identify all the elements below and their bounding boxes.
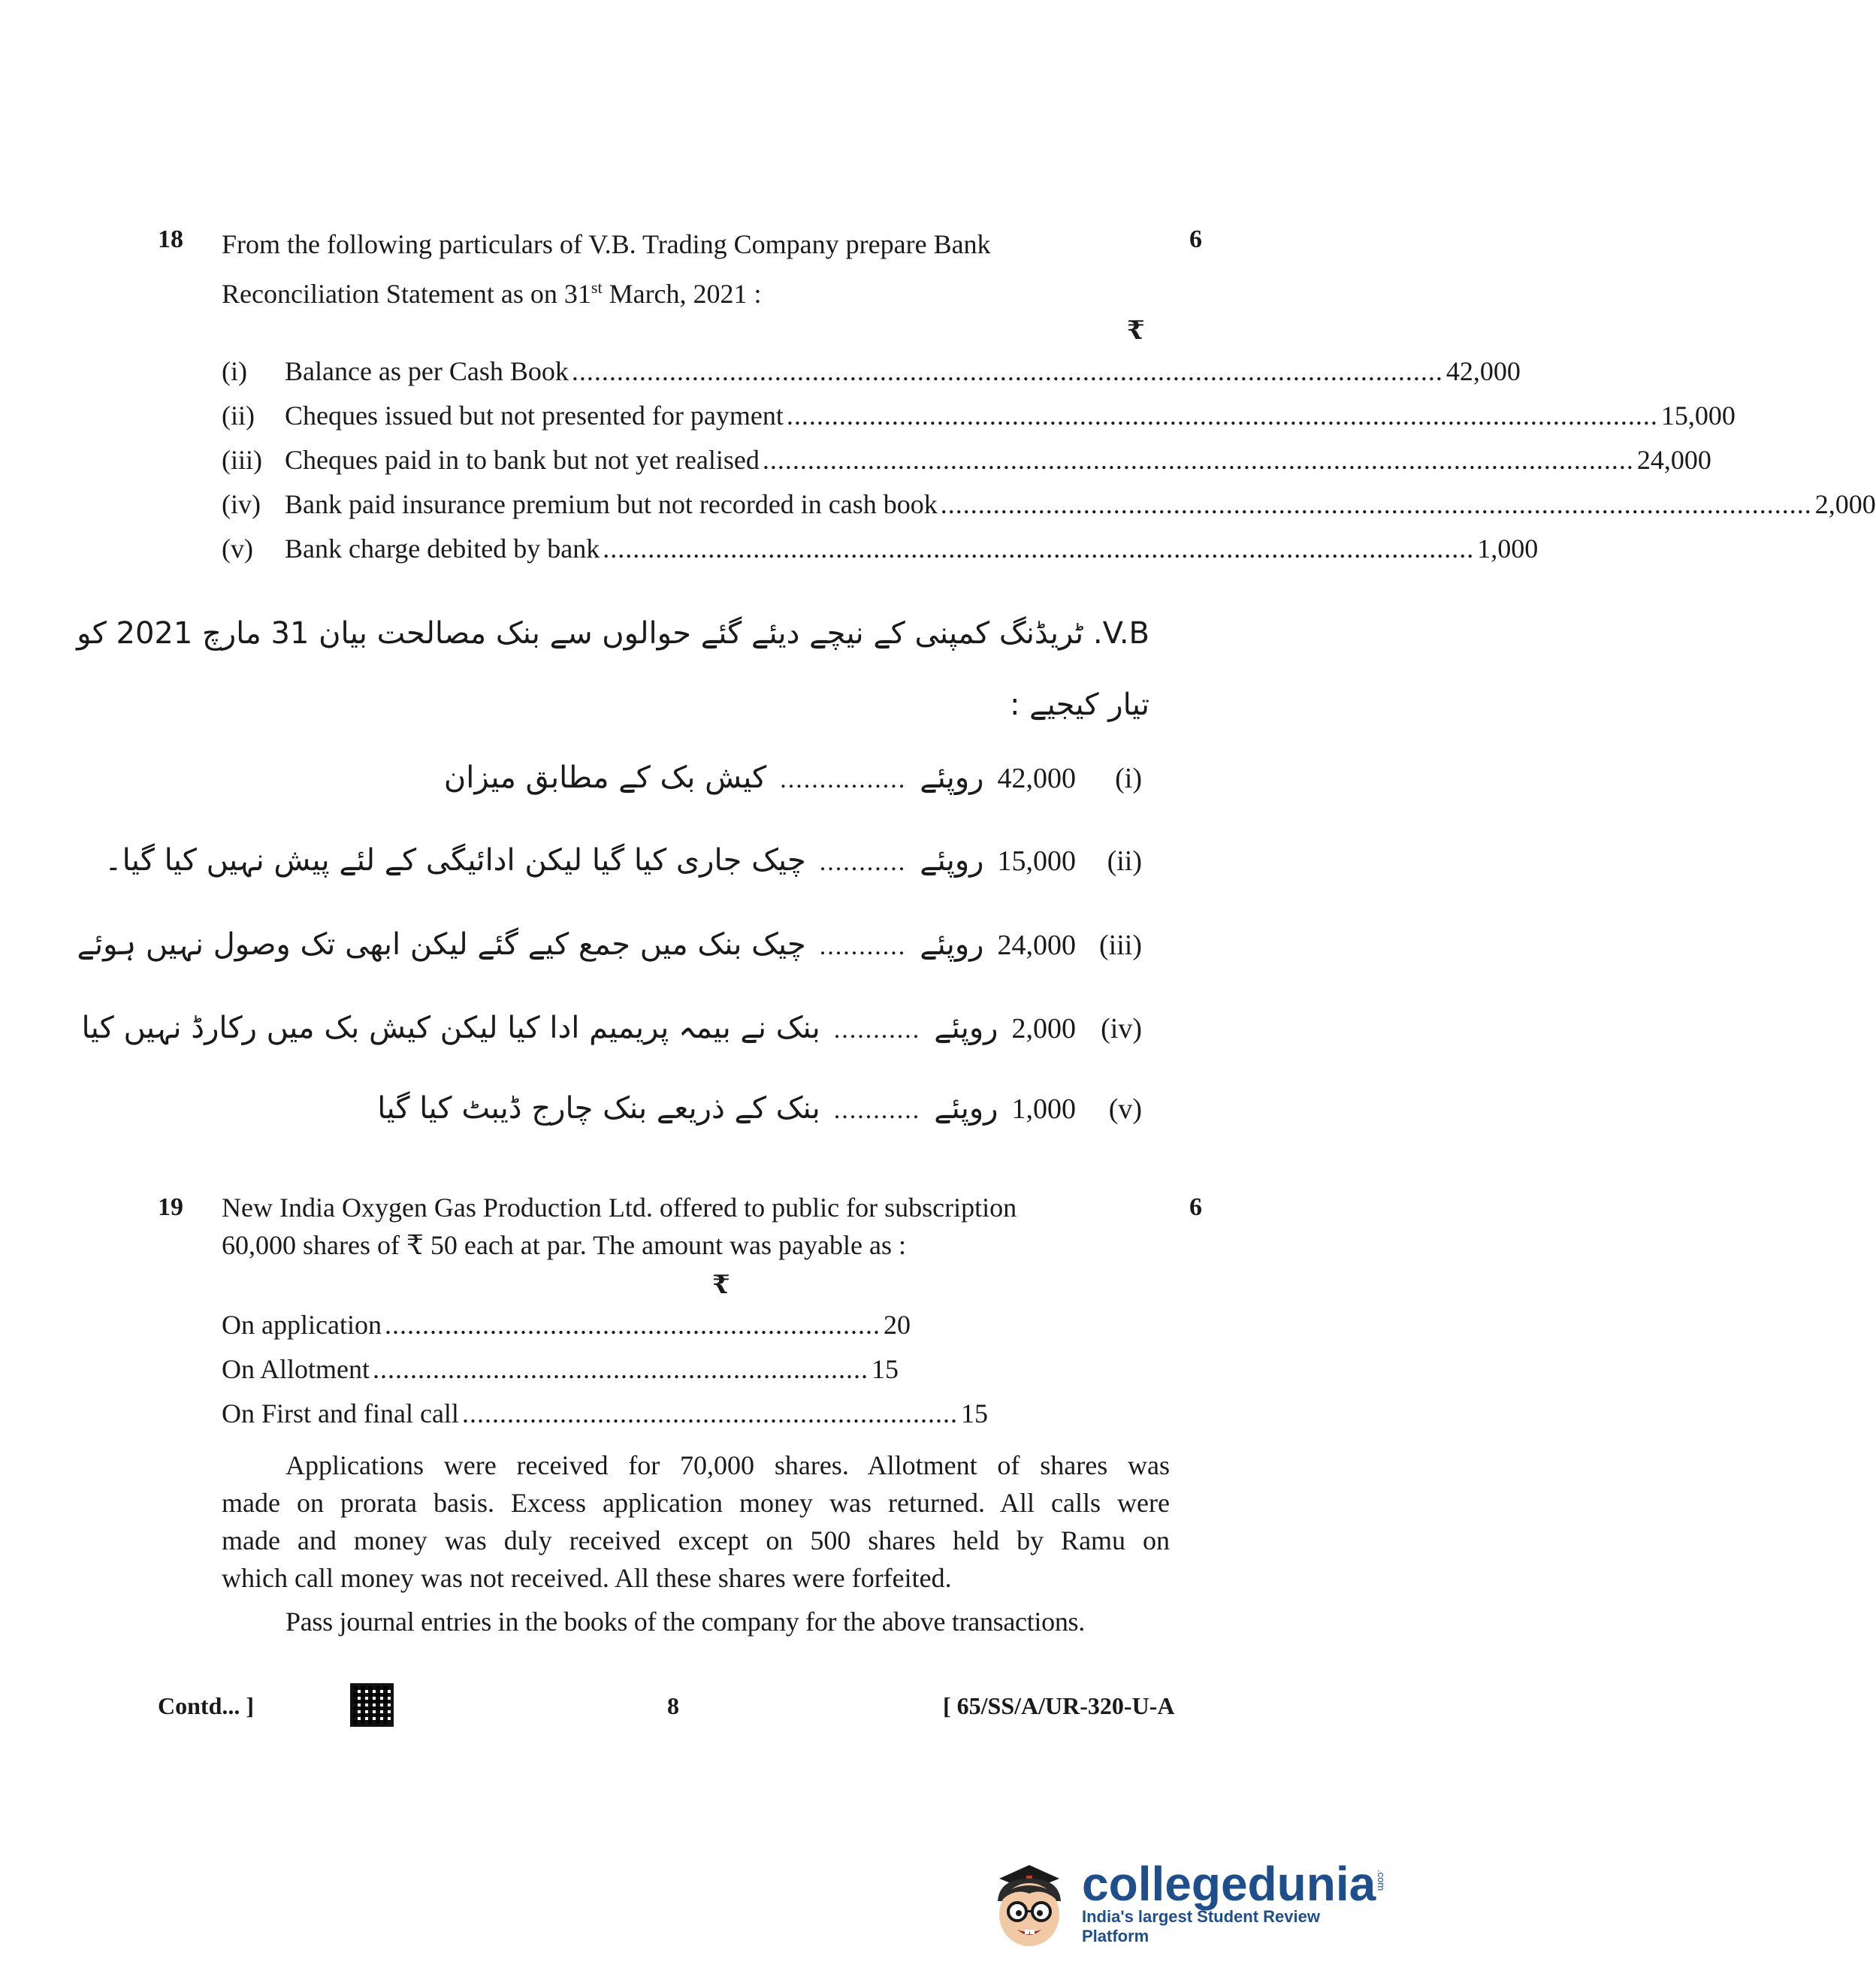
list-item bbox=[222, 355, 1521, 399]
item-number: (iii) bbox=[1099, 930, 1142, 961]
item-text: Cheques paid in to bank but not yet realised bbox=[285, 445, 760, 475]
item-text: Balance as per Cash Book bbox=[285, 356, 569, 386]
urdu-list-item bbox=[77, 927, 1142, 962]
logo-suffix: .com bbox=[1376, 1870, 1388, 1891]
urdu-intro-line: V.B. ٹریڈنگ کمپنی کے نیچے دیئے گئے حوالوں سے بنک مصالحت بیان 31 مارچ 2021 کو bbox=[77, 616, 1149, 651]
item-text: Cheques issued but not presented for payment bbox=[285, 401, 784, 431]
question-text bbox=[222, 222, 1168, 316]
page-number: 8 bbox=[667, 1692, 679, 1719]
question-line: 60,000 shares of ₹ 50 each at par. The amount was payable as : bbox=[222, 1230, 906, 1260]
logo-tagline: India's largest Student Review Platform bbox=[1082, 1907, 1320, 1945]
urdu-item-text: چیک بنک میں جمع کیے گئے لیکن ابھی تک وصول نہیں ہوئے bbox=[77, 927, 806, 962]
item-number: (iv) bbox=[222, 489, 261, 519]
dot-leader: .................................................................................................................... bbox=[762, 445, 1634, 475]
urdu-item-text: چیک جاری کیا گیا لیکن ادائیگی کے لئے پیش نہیں کیا گیا۔ bbox=[104, 843, 806, 878]
paragraph-line: which call money was not received. All these shares were forfeited. bbox=[222, 1563, 952, 1593]
dot-leader: ................ bbox=[780, 766, 907, 794]
item-amount: 15,000 bbox=[997, 845, 1076, 877]
urdu-list-item bbox=[377, 1091, 1142, 1126]
urdu-intro-line: تیار کیجیے : bbox=[1009, 688, 1149, 722]
dot-leader: .................................................................................................................... bbox=[786, 401, 1658, 431]
item-amount: 1,000 bbox=[1477, 534, 1539, 564]
paragraph-line: Pass journal entries in the books of the company for the above transactions. bbox=[285, 1607, 1085, 1637]
question-line: New India Oxygen Gas Production Ltd. offered to public for subscription bbox=[222, 1193, 1017, 1223]
list-item bbox=[222, 400, 1736, 443]
question-number: 19 bbox=[158, 1193, 183, 1221]
item-amount: 1,000 bbox=[1011, 1093, 1076, 1125]
question-marks: 6 bbox=[1189, 1193, 1202, 1221]
question-number: 18 bbox=[158, 225, 183, 253]
urdu-list-item bbox=[104, 843, 1142, 878]
logo-text bbox=[1082, 1856, 1387, 1946]
collegedunia-logo bbox=[984, 1849, 1387, 1954]
footer-contd: Contd... ] bbox=[158, 1692, 255, 1719]
item-number: (ii) bbox=[222, 401, 255, 431]
mascot-icon bbox=[984, 1849, 1074, 1954]
list-item bbox=[222, 533, 1539, 576]
item-text: On application bbox=[222, 1310, 382, 1340]
currency-symbol: ₹ bbox=[712, 1271, 730, 1299]
item-number: (iv) bbox=[1101, 1013, 1142, 1044]
item-amount: 24,000 bbox=[997, 930, 1076, 961]
text-span: Reconciliation Statement as on 31 bbox=[222, 279, 591, 309]
dot-leader: ........... bbox=[833, 1096, 921, 1124]
dot-leader: .................................................................................................................... bbox=[940, 489, 1812, 519]
item-amount: 24,000 bbox=[1636, 445, 1711, 475]
urdu-unit: روپئے bbox=[920, 760, 984, 795]
urdu-item-text: بنک کے ذریعے بنک چارج ڈیبٹ کیا گیا bbox=[377, 1091, 820, 1126]
question-line bbox=[222, 266, 1168, 316]
list-item bbox=[222, 488, 1876, 532]
item-amount: 2,000 bbox=[1011, 1013, 1076, 1044]
paragraph-line: Applications were received for 70,000 shares. Allotment of shares was bbox=[285, 1450, 1170, 1480]
paper-code: [ 65/SS/A/UR-320-U-A bbox=[943, 1692, 1175, 1719]
urdu-list-item bbox=[444, 760, 1142, 795]
paragraph-line: made on prorata basis. Excess application money was returned. All calls were bbox=[222, 1488, 1170, 1518]
dot-leader: .................................................................................................................... bbox=[603, 534, 1475, 564]
question-marks: 6 bbox=[1189, 225, 1202, 253]
question-text bbox=[222, 1189, 1170, 1264]
dot-leader: ........... bbox=[833, 1016, 921, 1044]
item-amount: 15 bbox=[872, 1354, 899, 1384]
dot-leader: .................................................................................................................... bbox=[571, 356, 1443, 386]
list-item bbox=[222, 1398, 988, 1441]
item-text: Bank charge debited by bank bbox=[285, 534, 600, 564]
urdu-unit: روپئے bbox=[934, 1091, 998, 1126]
dot-leader: .................................................................. bbox=[461, 1398, 958, 1428]
question-paragraph bbox=[222, 1447, 1170, 1640]
qr-code-icon bbox=[350, 1683, 394, 1727]
urdu-unit: روپئے bbox=[934, 1011, 998, 1045]
item-number: (iii) bbox=[222, 445, 262, 475]
item-number: (ii) bbox=[1107, 845, 1142, 877]
urdu-list-item bbox=[81, 1011, 1142, 1045]
item-amount: 20 bbox=[883, 1310, 911, 1340]
text-span: March, 2021 : bbox=[602, 279, 762, 309]
urdu-item-text: بنک نے بیمہ پریمیم ادا کیا لیکن کیش بک میں رکارڈ نہیں کیا bbox=[81, 1011, 820, 1045]
urdu-item-text: کیش بک کے مطابق میزان bbox=[443, 760, 767, 795]
urdu-unit: روپئے bbox=[920, 843, 984, 878]
dot-leader: .................................................................. bbox=[373, 1354, 869, 1384]
urdu-unit: روپئے bbox=[920, 927, 984, 962]
item-number: (v) bbox=[222, 534, 253, 564]
item-amount: 15,000 bbox=[1660, 401, 1736, 431]
superscript: st bbox=[591, 278, 603, 297]
dot-leader: .................................................................. bbox=[384, 1310, 881, 1340]
item-amount: 42,000 bbox=[1446, 356, 1521, 386]
item-text: On First and final call bbox=[222, 1398, 459, 1428]
list-item bbox=[222, 1309, 911, 1353]
logo-name: collegedunia bbox=[1082, 1857, 1376, 1911]
item-number: (i) bbox=[222, 356, 247, 386]
list-item bbox=[222, 444, 1711, 488]
list-item bbox=[222, 1353, 899, 1397]
item-amount: 42,000 bbox=[997, 763, 1076, 794]
dot-leader: ........... bbox=[819, 848, 907, 876]
item-number: (v) bbox=[1108, 1093, 1142, 1125]
item-text: Bank paid insurance premium but not recorded in cash book bbox=[285, 489, 938, 519]
question-line: From the following particulars of V.B. Trading Company prepare Bank bbox=[222, 229, 991, 259]
item-number: (i) bbox=[1115, 763, 1142, 794]
dot-leader: ........... bbox=[819, 933, 907, 960]
item-text: On Allotment bbox=[222, 1354, 370, 1384]
item-amount: 15 bbox=[960, 1398, 988, 1428]
item-amount: 2,000 bbox=[1814, 489, 1876, 519]
paragraph-line: made and money was duly received except on 500 shares held by Ramu on bbox=[222, 1525, 1170, 1555]
currency-symbol: ₹ bbox=[1127, 317, 1145, 345]
